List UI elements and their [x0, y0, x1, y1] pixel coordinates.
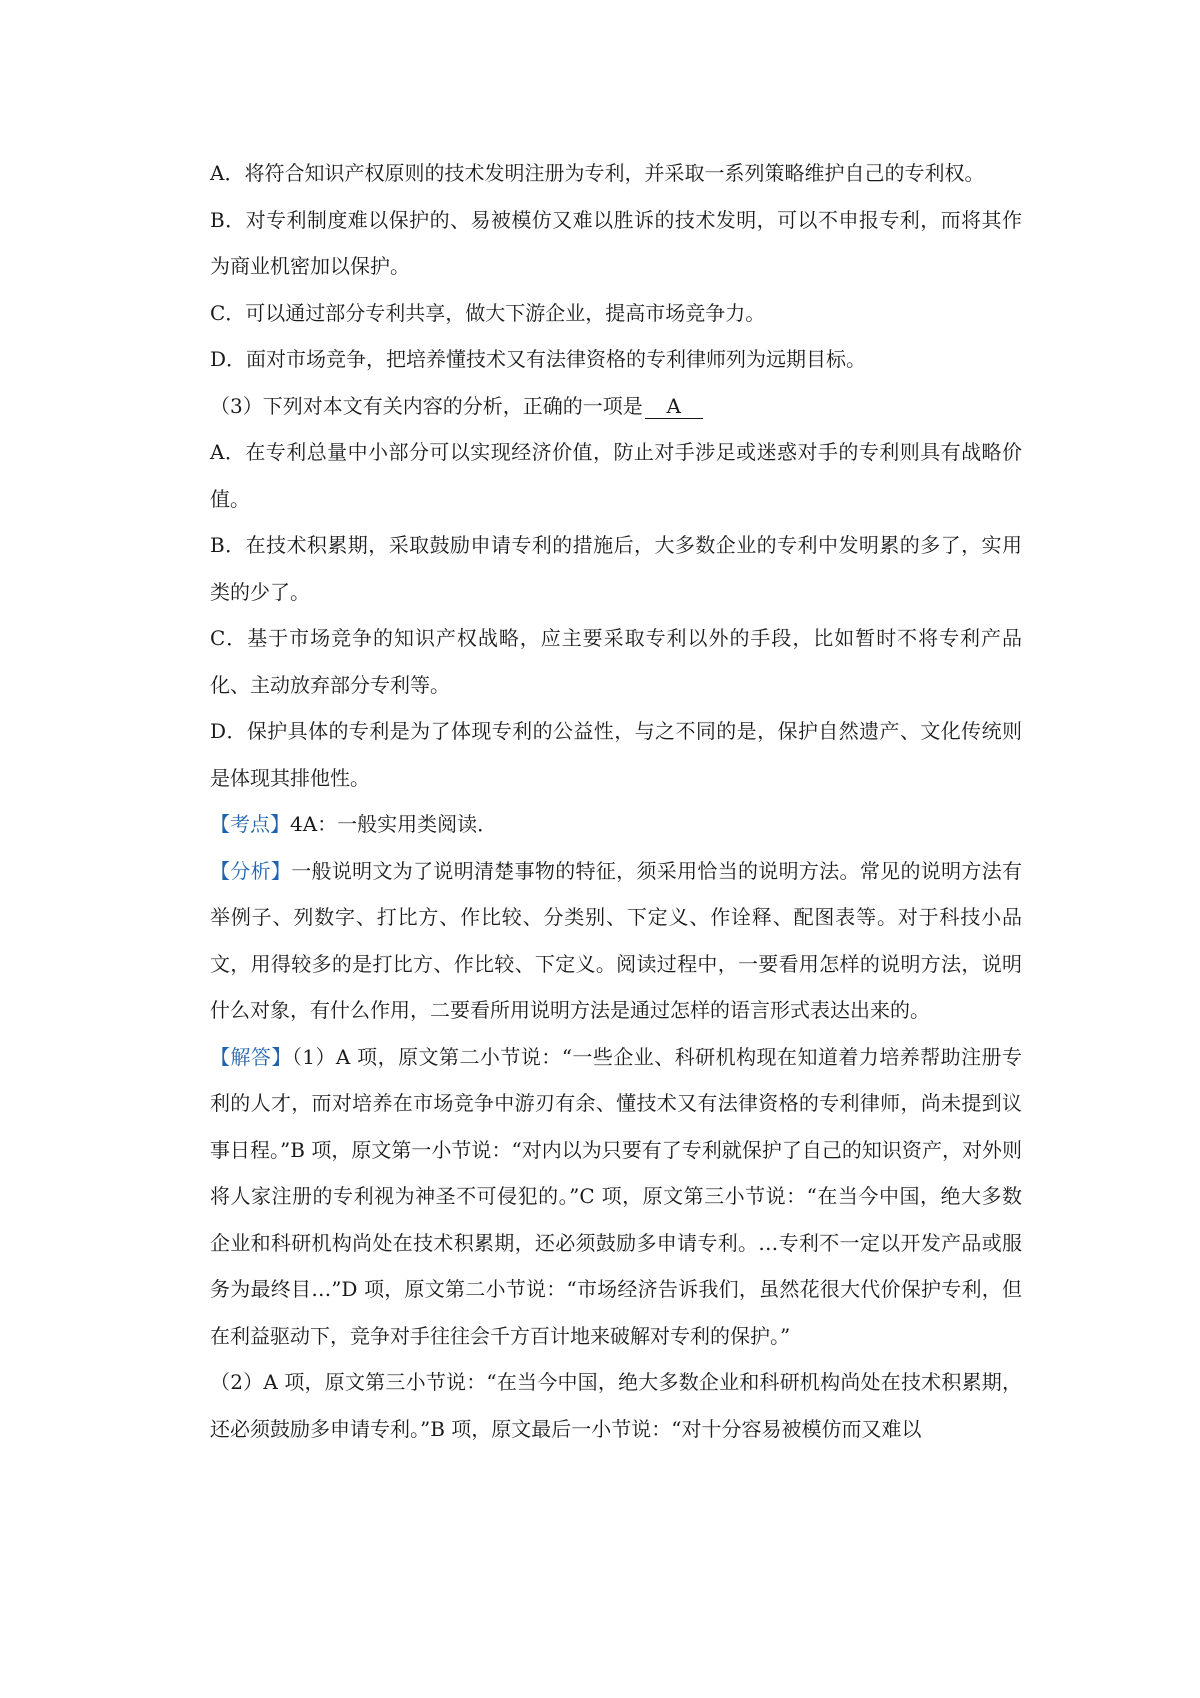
fenxi-section [210, 848, 1022, 1034]
jieda-text: （1）A 项，原文第二小节说：“一些企业、科研机构现在知道着力培养帮助注册专利的人才，而对培养在市场竞争中游刃有余、懂技术又有法律资格的专利律师，尚未提到议事日程。”B 项，原文第一小节说：“对内以为只要有了专利就保护了自己的知识资产，对外则将人家注册的专利视为神圣不可侵犯的。”C 项，原文第三小节说：“在当今中国，绝大多数企业和科研机构尚处在技术积累期，还必须鼓励多申请专利。…专利不一定以开发产品或服务为最终目…”D 项，原文第二小节说：“市场经济告诉我们，虽然花很大代价保护专利，但在利益驱动下，竞争对手往往会千方百计地来破解对专利的保护。” [210, 1044, 1023, 1348]
q3-option-d: D．保护具体的专利是为了体现专利的公益性，与之不同的是，保护自然遗产、文化传统则是体现其排他性。 [210, 719, 1022, 790]
q3-option-c: C．基于市场竞争的知识产权战略，应主要采取专利以外的手段，比如暂时不将专利产品化、主动放弃部分专利等。 [210, 626, 1022, 697]
q3-option-b: B．在技术积累期，采取鼓励申请专利的措施后，大多数企业的专利中发明累的多了，实用类的少了。 [210, 533, 1022, 604]
kaodian-section [210, 801, 1022, 848]
jieda-label: 【解答】 [210, 1044, 292, 1069]
q3-stem-line [210, 383, 1022, 430]
q2-option-d: D．面对市场竞争，把培养懂技术又有法律资格的专利律师列为远期目标。 [210, 347, 867, 371]
jieda-part-2: （2）A 项，原文第三小节说：“在当今中国，绝大多数企业和科研机构尚处在技术积累期，还必须鼓励多申请专利。”B 项，原文最后一小节说：“对十分容易被模仿而又难以 [210, 1370, 1022, 1441]
fenxi-label: 【分析】 [210, 858, 292, 883]
q3-option-a: A．在专利总量中小部分可以实现经济价值，防止对手涉足或迷惑对手的专利则具有战略价值。 [210, 440, 1022, 511]
q2-option-a: A．将符合知识产权原则的技术发明注册为专利，并采取一系列策略维护自己的专利权。 [210, 161, 985, 185]
q3-stem: （3）下列对本文有关内容的分析，正确的一项是 [210, 393, 643, 418]
q3-answer-blank: A [645, 394, 703, 419]
kaodian-text: 4A：一般实用类阅读． [290, 812, 498, 836]
document-content [210, 150, 1022, 1452]
q2-option-b: B．对专利制度难以保护的、易被模仿又难以胜诉的技术发明，可以不申报专利，而将其作为商业机密加以保护。 [210, 207, 1022, 278]
q2-option-c: C．可以通过部分专利共享，做大下游企业，提高市场竞争力。 [210, 300, 766, 325]
jieda-section [210, 1034, 1022, 1360]
fenxi-text: 一般说明文为了说明清楚事物的特征，须采用恰当的说明方法。常见的说明方法有举例子、列数字、打比方、作比较、分类别、下定义、作诠释、配图表等。对于科技小品文，用得较多的是打比方、作比较、下定义。阅读过程中，一要看用怎样的说明方法，说明什么对象，有什么作用，二要看所用说明方法是通过怎样的语言形式表达出来的。 [210, 858, 1023, 1022]
kaodian-label: 【考点】 [210, 812, 290, 836]
